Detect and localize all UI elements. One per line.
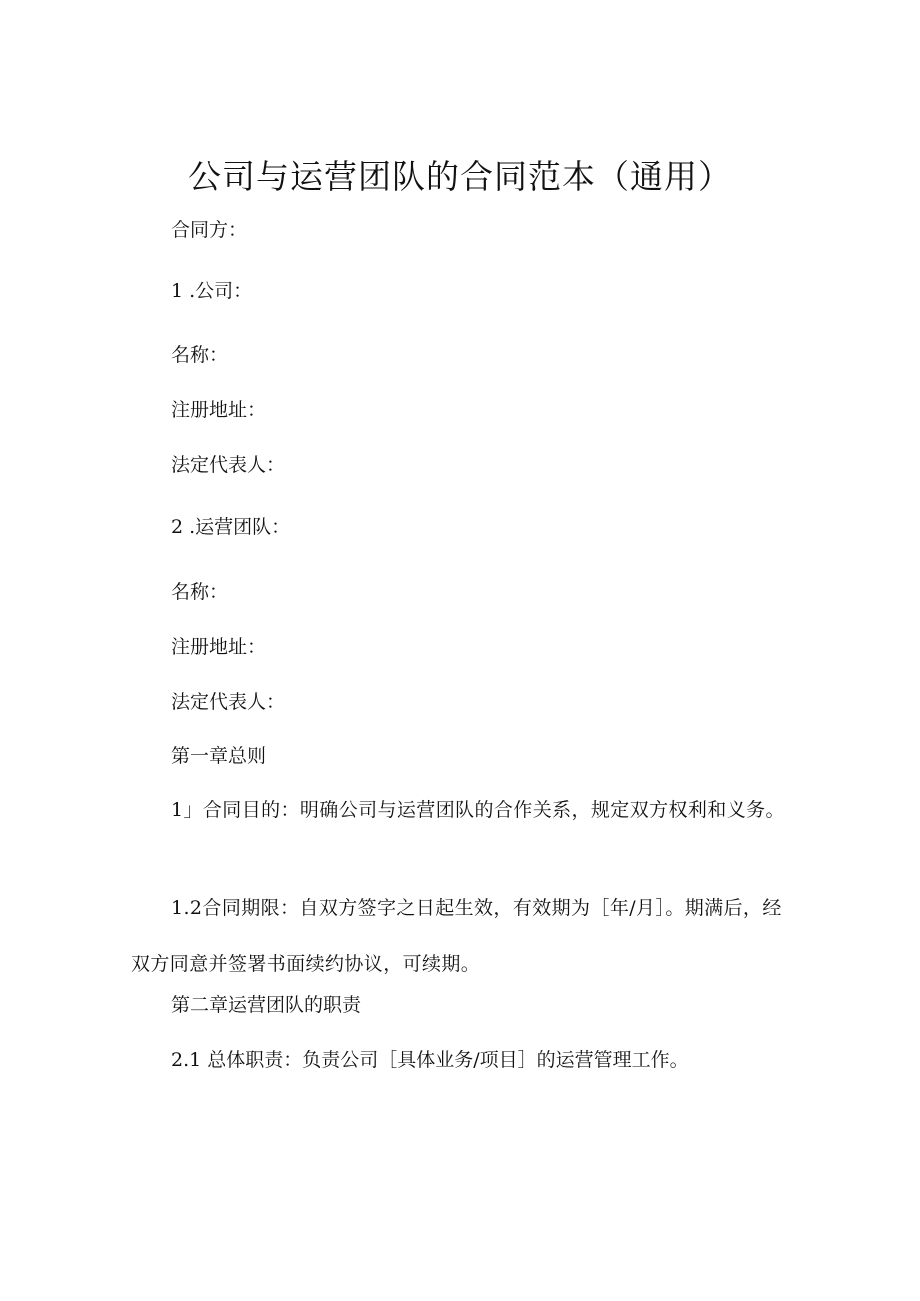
chapter1-heading: 第一章总则 <box>171 745 267 767</box>
team-address-label: 注册地址： <box>171 636 267 658</box>
document-title: 公司与运营团队的合同范本（通用） <box>188 157 732 196</box>
team-representative-label: 法定代表人： <box>171 691 286 713</box>
clause-1-2: 1.2合同期限：自双方签字之日起生效，有效期为［年/月］。期满后，经双方同意并签署书面续约协议，可续期。 <box>131 897 782 975</box>
chapter2-heading: 第二章运营团队的职责 <box>171 994 362 1016</box>
company-heading: 1 .公司： <box>171 280 253 302</box>
parties-heading: 合同方： <box>171 219 248 241</box>
company-representative-label: 法定代表人： <box>171 454 286 476</box>
clause-2-1: 2.1 总体职责：负责公司［具体业务/项目］的运营管理工作。 <box>171 1049 689 1071</box>
clause-1-1: 1」合同目的：明确公司与运营团队的合作关系，规定双方权利和义务。 <box>171 799 785 821</box>
team-name-label: 名称： <box>171 581 229 603</box>
company-address-label: 注册地址： <box>171 399 267 421</box>
team-heading: 2 .运营团队： <box>171 516 291 538</box>
company-name-label: 名称： <box>171 344 229 366</box>
